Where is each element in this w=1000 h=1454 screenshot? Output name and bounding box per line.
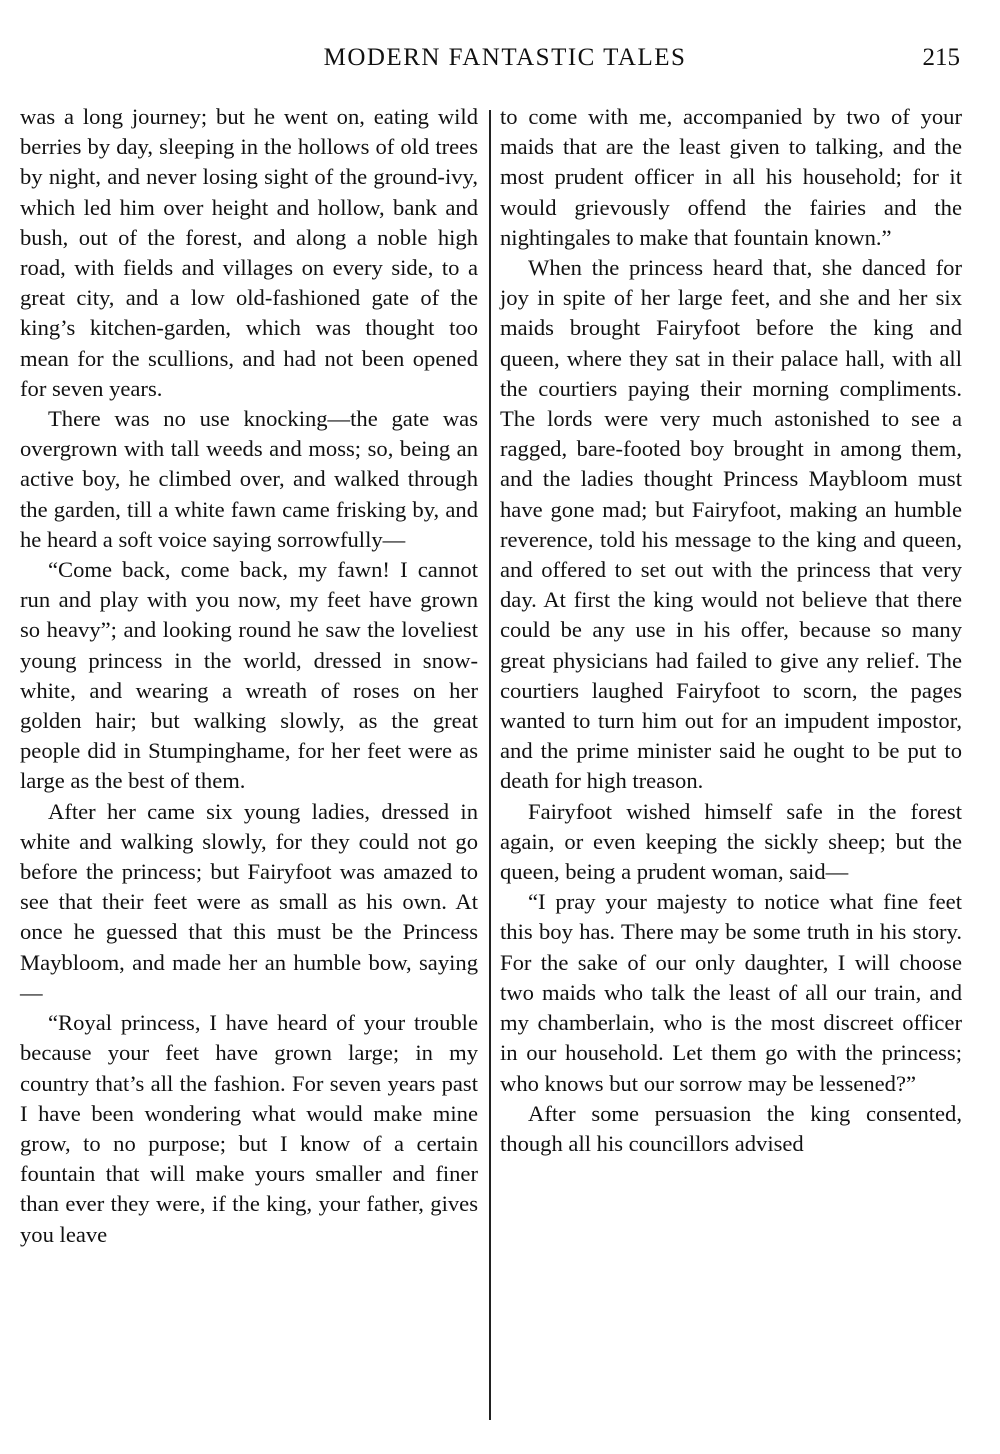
paragraph: was a long journey; but he went on, eating wild berries by day, sleeping in the hollows of old trees by night, and never losing sight of the ground-ivy, which led him over height and hollow, bank and bush, out of the forest, and along a noble high road, with fields and villages on every side, to a great city, and a low old-fashioned gate of the king’s kitchen-garden, which was thought too mean for the scullions, and had not been opened for seven years. [20, 104, 478, 401]
paragraph: “Come back, come back, my fawn! I cannot run and play with you now, my feet have grown so heavy”; and looking round he saw the loveliest young princess in the world, dressed in snow-white, and wearing a wreath of roses on her golden hair; but walking slowly, as the great people did in Stumpinghame, for her feet were as large as the best of them. [20, 557, 478, 794]
paragraph: After her came six young ladies, dressed in white and walking slowly, for they could not go before the princess; but Fairyfoot was amazed to see that their feet were as small as his own. At once he guessed that this must be the Princess Maybloom, and made her an humble bow, saying— [20, 798, 478, 1005]
paragraph: “Royal princess, I have heard of your trouble because your feet have grown large; in my country that’s all the fashion. For seven years past I have been wondering what would make mine grow, to no purpose; but I know of a certain fountain that will make yours smaller and finer than ever they were, if the king, your father, gives you leave [20, 1010, 478, 1247]
paragraph: “I pray your majesty to notice what fine feet this boy has. There may be some truth in his story. For the sake of our only daughter, I will choose two maids who talk the least of all our train, and my chamberlain, who is the most discreet officer in our household. Let them go with the princess; who knows but our sorrow may be lessened?” [500, 889, 962, 1096]
column-divider [489, 110, 491, 1420]
running-head [20, 40, 960, 80]
paragraph: There was no use knocking—the gate was overgrown with tall weeds and moss; so, being an active boy, he climbed over, and walked through the garden, till a white fawn came frisking by, and he heard a soft voice saying sorrowfully— [20, 406, 478, 552]
left-column [20, 102, 478, 1250]
right-column [500, 102, 962, 1159]
paragraph: Fairyfoot wished himself safe in the forest again, or even keeping the sickly sheep; but the queen, being a prudent woman, said— [500, 798, 962, 885]
paragraph: to come with me, accompanied by two of your maids that are the least given to talking, and the most prudent officer in all his household; for it would grievously offend the fairies and the nightingales to make that fountain known.” [500, 104, 962, 250]
paragraph: After some persuasion the king consented, though all his councillors advised [500, 1100, 962, 1156]
paragraph: When the princess heard that, she danced for joy in spite of her large feet, and she and her six maids brought Fairyfoot before the king and queen, where they sat in their palace hall, with all the courtiers paying their morning compliments. The lords were very much astonished to see a ragged, bare-footed boy brought in among them, and the ladies thought Princess Maybloom must have gone mad; but Fairyfoot, making an humble reverence, told his message to the king and queen, and offered to set out with the princess that very day. At first the king would not believe that there could be any use in his offer, because so many great physicians had failed to give any relief. The courtiers laughed Fairyfoot to scorn, the pages wanted to turn him out for an impudent impostor, and the prime minister said he ought to be put to death for high treason. [500, 255, 962, 794]
text-columns [20, 102, 964, 1442]
page-number: 215 [922, 44, 960, 71]
running-title: MODERN FANTASTIC TALES [323, 44, 687, 71]
